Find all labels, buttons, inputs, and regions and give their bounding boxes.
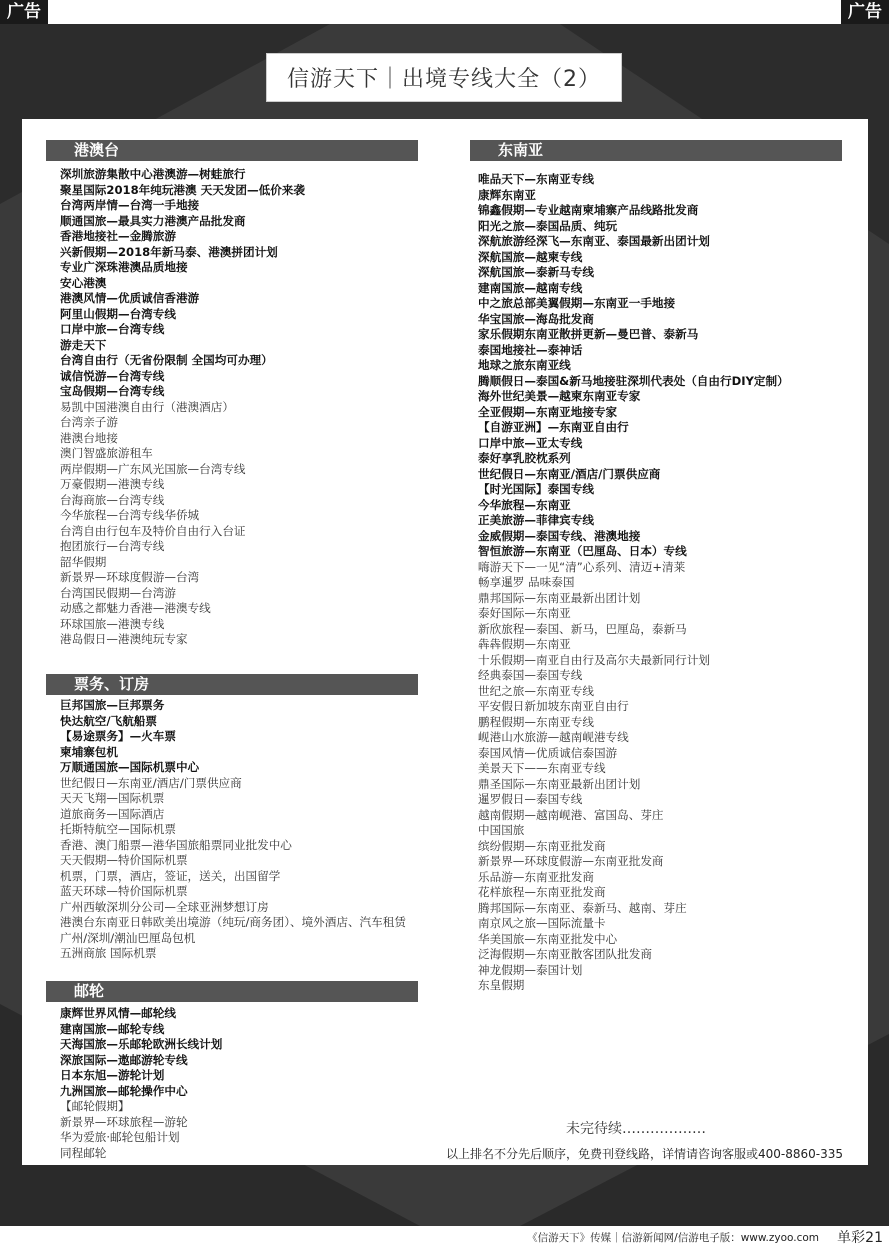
list-item: 犇犇假期—东南亚 (478, 637, 571, 651)
list-item: 缤纷假期—东南亚批发商 (478, 838, 606, 853)
list-item: 顺通国旅—最具实力港澳产品批发商 (60, 213, 246, 228)
list-item: 泰国风情—优质诚信泰国游 (478, 745, 618, 760)
list-item: 台湾自由行（无省份限制 全国均可办理） (60, 353, 273, 367)
list-item: 托斯特航空—国际机票 (60, 822, 176, 836)
list-item: 日本东旭—游轮计划 (60, 1068, 165, 1082)
list-item: 锦鑫假期—专业越南柬埔寨产品线路批发商 (478, 203, 699, 217)
list-item: 经典泰国—泰国专线 (478, 668, 583, 682)
cruise-list (60, 1006, 222, 1161)
list-item: 深圳旅游集散中心港澳游—树蛙旅行 (60, 167, 246, 181)
list-item: 【时光国际】泰国专线 (478, 482, 594, 496)
list-item: 深航国旅—越柬专线 (478, 249, 583, 264)
list-item: 阳光之旅—泰国品质、纯玩 (478, 218, 618, 233)
list-item: 鹏程假期—东南亚专线 (478, 714, 594, 729)
list-item: 岘港山水旅游—越南岘港专线 (478, 730, 629, 744)
list-item: 华宝国旅—海岛批发商 (478, 311, 594, 326)
list-item: 韶华假期 (60, 554, 107, 569)
list-item: 世纪之旅—东南亚专线 (478, 683, 594, 698)
list-item: 阿里山假期—台湾专线 (60, 306, 176, 321)
list-item: 安心港澳 (60, 275, 107, 290)
list-item: 海外世纪美景—越柬东南亚专家 (478, 389, 641, 403)
list-item: 易凯中国港澳自由行（港澳酒店） (60, 399, 234, 414)
list-item: 抱团旅行—台湾专线 (60, 539, 165, 553)
list-item: 聚星国际2018年纯玩港澳 天天发团—低价来袭 (60, 182, 305, 197)
list-item: 暹罗假日—泰国专线 (478, 792, 583, 806)
list-item: 兴新假期—2018年新马泰、港澳拼团计划 (60, 244, 278, 259)
list-item: 华美国旅—东南亚批发中心 (478, 931, 618, 946)
banner-title: 信游天下｜出境专线大全（2） (266, 53, 622, 102)
list-item: 九洲国旅—邮轮操作中心 (60, 1083, 188, 1098)
list-item: 全亚假期—东南亚地接专家 (478, 404, 618, 419)
page-number: 单彩21 (837, 1230, 883, 1246)
list-item: 十乐假期—南亚自由行及高尔夫最新同行计划 (478, 652, 710, 667)
list-item: 【易途票务】—火车票 (60, 729, 176, 743)
list-item: 游走天下 (60, 337, 107, 352)
list-item: 康辉东南亚 (478, 187, 536, 202)
section-header-southeast-asia: 东南亚 (470, 140, 842, 161)
list-item: 万豪假期—港澳专线 (60, 477, 165, 491)
list-item: 今华旅程—台湾专线华侨城 (60, 508, 200, 522)
list-item: 世纪假日—东南亚/酒店/门票供应商 (478, 466, 661, 481)
list-item: 万顺通国旅—国际机票中心 (60, 760, 200, 774)
list-item: 天天飞翔—国际机票 (60, 791, 165, 805)
list-item: 蓝天环球—特价国际机票 (60, 884, 188, 898)
list-item: 澳门智盛旅游租车 (60, 446, 153, 460)
list-item: 港澳台东南亚日韩欧美出境游（纯玩/商务团）、境外酒店、汽车租赁 (60, 915, 406, 929)
tickets-list (60, 698, 406, 962)
list-item: 畅享暹罗 品味泰国 (478, 575, 575, 589)
list-item: 两岸假期—广东风光国旅—台湾专线 (60, 461, 246, 476)
list-item: 港澳风情—优质诚信香港游 (60, 291, 200, 305)
hk-macau-tw-list (60, 167, 305, 648)
list-item: 建南国旅—邮轮专线 (60, 1021, 165, 1036)
notice-text: 以上排名不分先后顺序，免费刊登线路，详情请咨询客服或400-8860-335 (446, 1147, 844, 1161)
southeast-asia-list (478, 172, 789, 994)
list-item: 今华旅程—东南亚 (478, 497, 571, 512)
to-be-continued: 未完待续……………… (566, 1121, 706, 1137)
ad-label-left: 广告 (0, 0, 48, 24)
list-item: 泛海假期—东南亚散客团队批发商 (478, 947, 652, 961)
list-item: 嗨游天下—一见“清”心系列、清迈+清莱 (478, 559, 686, 574)
list-item: 鼎圣国际—东南亚最新出团计划 (478, 776, 641, 791)
list-item: 新景界—环球度假游—东南亚批发商 (478, 854, 664, 868)
list-item: 广州/深圳/潮汕巴厘岛包机 (60, 930, 196, 945)
list-item: 地球之旅东南亚线 (478, 358, 571, 372)
list-item: 广州西敏深圳分公司—全球亚洲梦想订房 (60, 899, 269, 914)
section-header-cruise: 邮轮 (46, 981, 418, 1002)
list-item: 诚信悦游—台湾专线 (60, 368, 165, 383)
list-item: 神龙假期—泰国计划 (478, 962, 583, 977)
list-item: 天海国旅—乐邮轮欧洲长线计划 (60, 1037, 223, 1051)
list-item: 平安假日新加坡东南亚自由行 (478, 699, 629, 713)
list-item: 深旅国际—遨邮游轮专线 (60, 1052, 188, 1067)
list-item: 乐品游—东南亚批发商 (478, 869, 594, 884)
list-item: 泰好享乳胶枕系列 (478, 451, 571, 465)
list-item: 天天假期—特价国际机票 (60, 853, 188, 867)
list-item: 【邮轮假期】 (60, 1099, 130, 1113)
section-header-tickets: 票务、订房 (46, 674, 418, 695)
list-item: 中国国旅 (478, 823, 525, 837)
list-item: 世纪假日—东南亚/酒店/门票供应商 (60, 775, 242, 790)
list-item: 环球国旅—港澳专线 (60, 616, 165, 631)
list-item: 香港地接社—金腾旅游 (60, 229, 176, 243)
list-item: 金威假期—泰国专线、港澳地接 (478, 528, 641, 543)
list-item: 深航国旅—泰新马专线 (478, 265, 594, 279)
footer-text: 《信游天下》传媒｜信游新闻网/信游电子版：www.zyoo.com (527, 1232, 819, 1244)
footer (0, 1226, 889, 1250)
list-item: 五洲商旅 国际机票 (60, 946, 157, 960)
list-item: 口岸中旅—亚太专线 (478, 435, 583, 450)
list-item: 同程邮轮 (60, 1145, 107, 1160)
list-item: 快达航空/飞航船票 (60, 713, 157, 728)
list-item: 新景界—环球旅程—游轮 (60, 1114, 188, 1129)
list-item: 南京风之旅—国际流量卡 (478, 916, 606, 930)
list-item: 【自游亚洲】—东南亚自由行 (478, 420, 629, 434)
list-item: 港岛假日—港澳纯玩专家 (60, 632, 188, 646)
list-item: 宝岛假期—台湾专线 (60, 384, 165, 398)
list-item: 新欣旅程—泰国、新马，巴厘岛，泰新马 (478, 621, 687, 636)
ad-label-right: 广告 (841, 0, 889, 24)
list-item: 华为爱旅·邮轮包船计划 (60, 1130, 180, 1144)
list-item: 台海商旅—台湾专线 (60, 492, 165, 507)
list-item: 新景界—环球度假游—台湾 (60, 570, 200, 584)
list-item: 美景天下——东南亚专线 (478, 761, 606, 775)
list-item: 建南国旅—越南专线 (478, 280, 583, 295)
list-item: 道旅商务—国际酒店 (60, 806, 165, 821)
list-item: 香港、澳门船票—港华国旅船票同业批发中心 (60, 837, 292, 852)
list-item: 家乐假期东南亚散拼更新—曼巴普、泰新马 (478, 327, 699, 341)
list-item: 台湾国民假期—台湾游 (60, 585, 176, 600)
list-item: 台湾两岸情—台湾一手地接 (60, 198, 200, 212)
list-item: 泰好国际—东南亚 (478, 606, 571, 620)
list-item: 腾邦国际—东南亚、泰新马、越南、芽庄 (478, 900, 687, 915)
list-item: 台湾自由行包车及特价自由行入台证 (60, 523, 246, 538)
list-item: 唯品天下—东南亚专线 (478, 172, 594, 186)
list-item: 越南假期—越南岘港、富国岛、芽庄 (478, 807, 664, 822)
list-item: 深航旅游经深飞—东南亚、泰国最新出团计划 (478, 234, 710, 248)
list-item: 智恒旅游—东南亚（巴厘岛、日本）专线 (478, 544, 687, 558)
list-item: 泰国地接社—泰神话 (478, 342, 583, 357)
list-item: 鼎邦国际—东南亚最新出团计划 (478, 590, 641, 605)
list-item: 中之旅总部美翼假期—东南亚一手地接 (478, 296, 676, 310)
list-item: 动感之都魅力香港—港澳专线 (60, 601, 211, 615)
list-item: 腾顺假日—泰国&新马地接驻深圳代表处（自由行DIY定制） (478, 373, 789, 388)
list-item: 花样旅程—东南亚批发商 (478, 885, 606, 899)
list-item: 口岸中旅—台湾专线 (60, 322, 165, 336)
list-item: 台湾亲子游 (60, 415, 118, 429)
list-item: 机票，门票，酒店，签证，送关，出国留学 (60, 868, 281, 883)
list-item: 正美旅游—菲律宾专线 (478, 513, 594, 527)
list-item: 港澳台地接 (60, 430, 118, 445)
list-item: 巨邦国旅—巨邦票务 (60, 698, 165, 712)
list-item: 东皇假期 (478, 978, 525, 992)
section-header-hk-macau-tw: 港澳台 (46, 140, 418, 161)
list-item: 专业广深珠港澳品质地接 (60, 260, 188, 274)
top-strip (48, 0, 841, 24)
list-item: 康辉世界风情—邮轮线 (60, 1006, 176, 1020)
list-item: 柬埔寨包机 (60, 744, 118, 759)
